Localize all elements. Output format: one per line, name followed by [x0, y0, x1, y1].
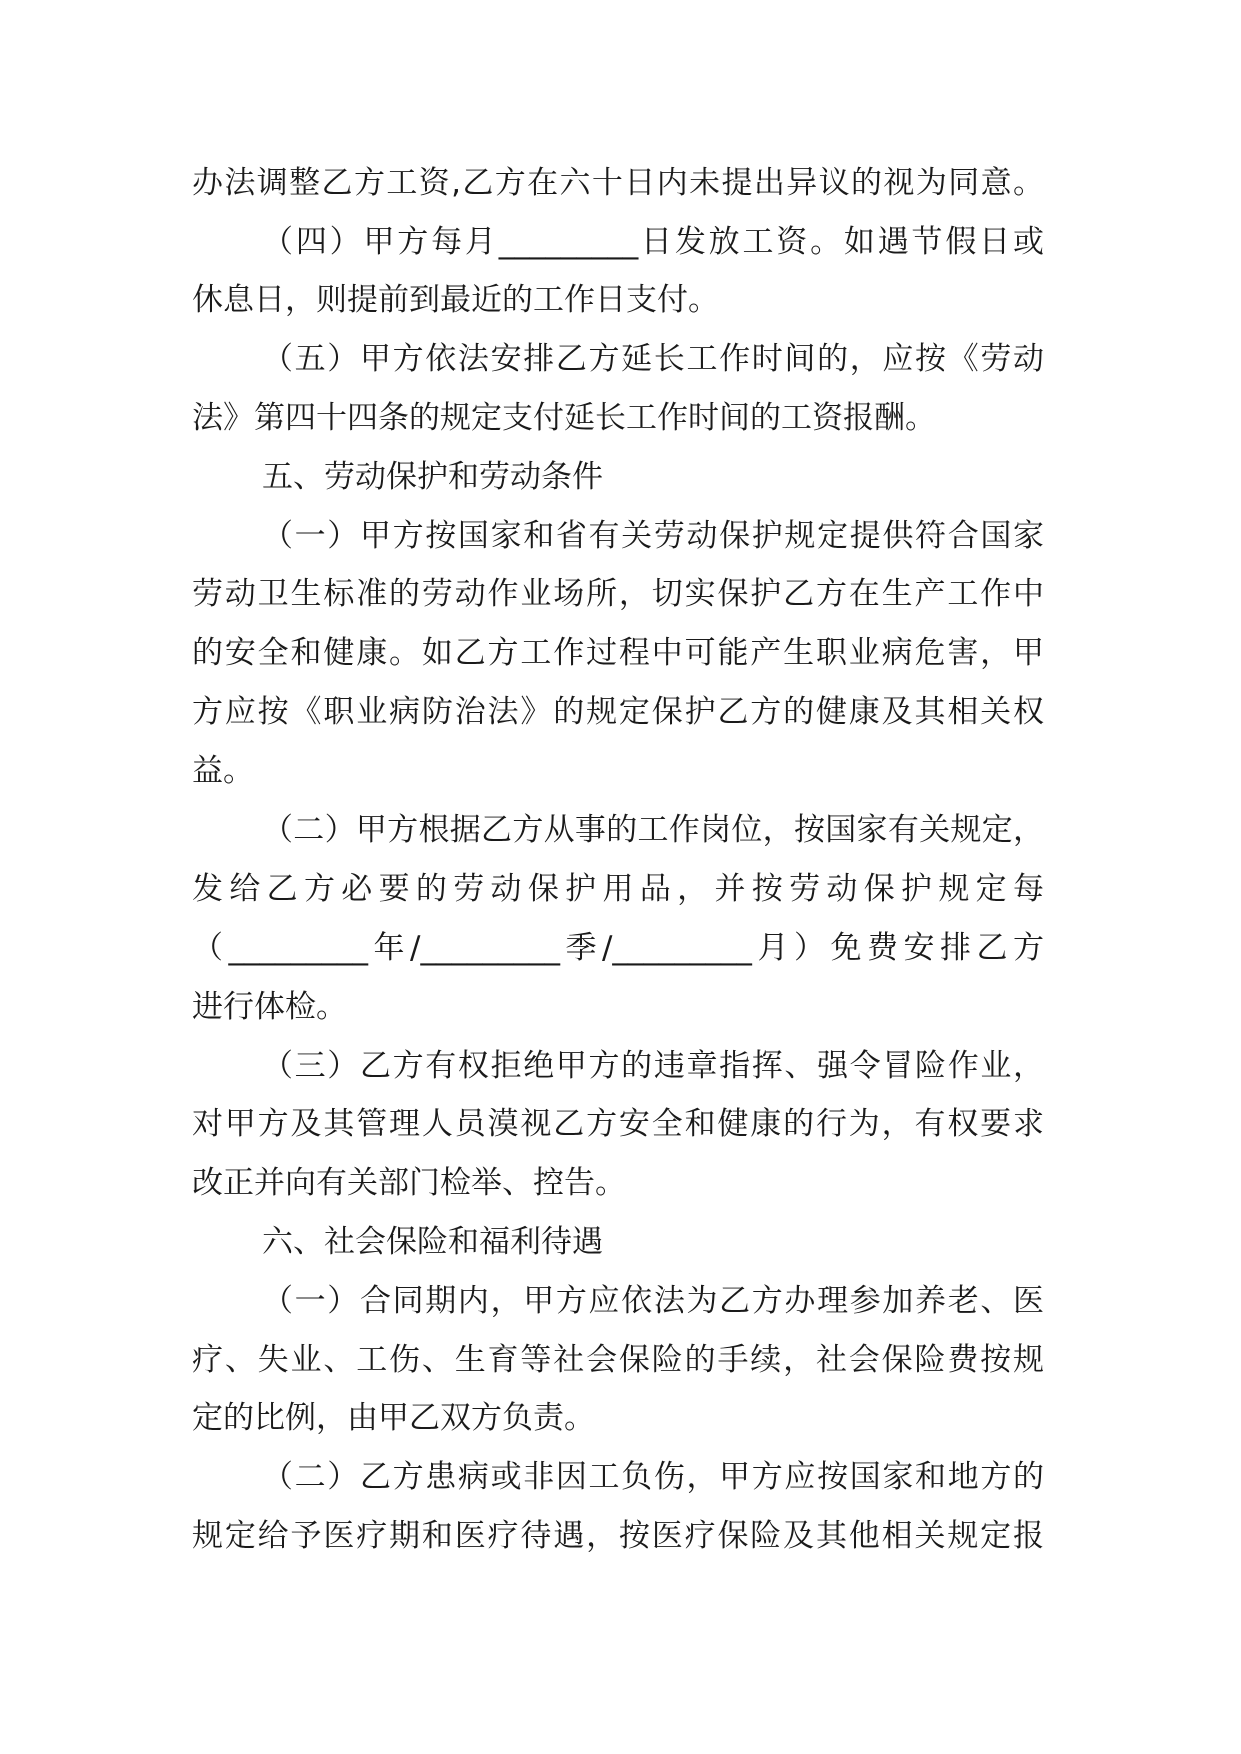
paragraph-line: 法》第四十四条的规定支付延长工作时间的工资报酬。 [192, 400, 936, 436]
section-heading: 六、社会保险和福利待遇 [262, 1224, 603, 1260]
paragraph-line: （一）甲方按国家和省有关劳动保护规定提供符合国家 [262, 518, 1044, 554]
paragraph-line: 办法调整乙方工资,乙方在六十日内未提出异议的视为同意。 [192, 165, 1044, 201]
paragraph-line: 的安全和健康。如乙方工作过程中可能产生职业病危害，甲 [192, 635, 1044, 671]
paragraph-line: 疗、失业、工伤、生育等社会保险的手续，社会保险费按规 [192, 1342, 1044, 1378]
paragraph-line: （三）乙方有权拒绝甲方的违章指挥、强令冒险作业， [262, 1048, 1044, 1084]
paragraph-line: （一）合同期内，甲方应依法为乙方办理参加养老、医 [262, 1283, 1044, 1319]
paragraph-line: （二）乙方患病或非因工负伤，甲方应按国家和地方的 [262, 1459, 1044, 1495]
paragraph-line: 定的比例，由甲乙双方负责。 [192, 1400, 595, 1436]
paragraph-line: 方应按《职业病防治法》的规定保护乙方的健康及其相关权 [192, 694, 1044, 730]
paragraph-line: 休息日，则提前到最近的工作日支付。 [192, 282, 719, 318]
paragraph-line: 改正并向有关部门检举、控告。 [192, 1165, 626, 1201]
paragraph-line: （四）甲方每月_________日发放工资。如遇节假日或 [262, 224, 1044, 260]
paragraph-line: （二）甲方根据乙方从事的工作岗位，按国家有关规定， [262, 812, 1044, 848]
section-heading: 五、劳动保护和劳动条件 [262, 459, 603, 495]
paragraph-line: （_________年/_________季/_________月）免费安排乙方 [192, 930, 1044, 966]
paragraph-line: 劳动卫生标准的劳动作业场所，切实保护乙方在生产工作中 [192, 576, 1044, 612]
paragraph-line: 规定给予医疗期和医疗待遇，按医疗保险及其他相关规定报 [192, 1518, 1044, 1554]
paragraph-line: 对甲方及其管理人员漠视乙方安全和健康的行为，有权要求 [192, 1106, 1044, 1142]
paragraph-line: 发给乙方必要的劳动保护用品，并按劳动保护规定每 [192, 871, 1044, 907]
paragraph-line: 进行体检。 [192, 989, 347, 1025]
paragraph-line: 益。 [192, 753, 254, 789]
paragraph-line: （五）甲方依法安排乙方延长工作时间的，应按《劳动 [262, 341, 1044, 377]
